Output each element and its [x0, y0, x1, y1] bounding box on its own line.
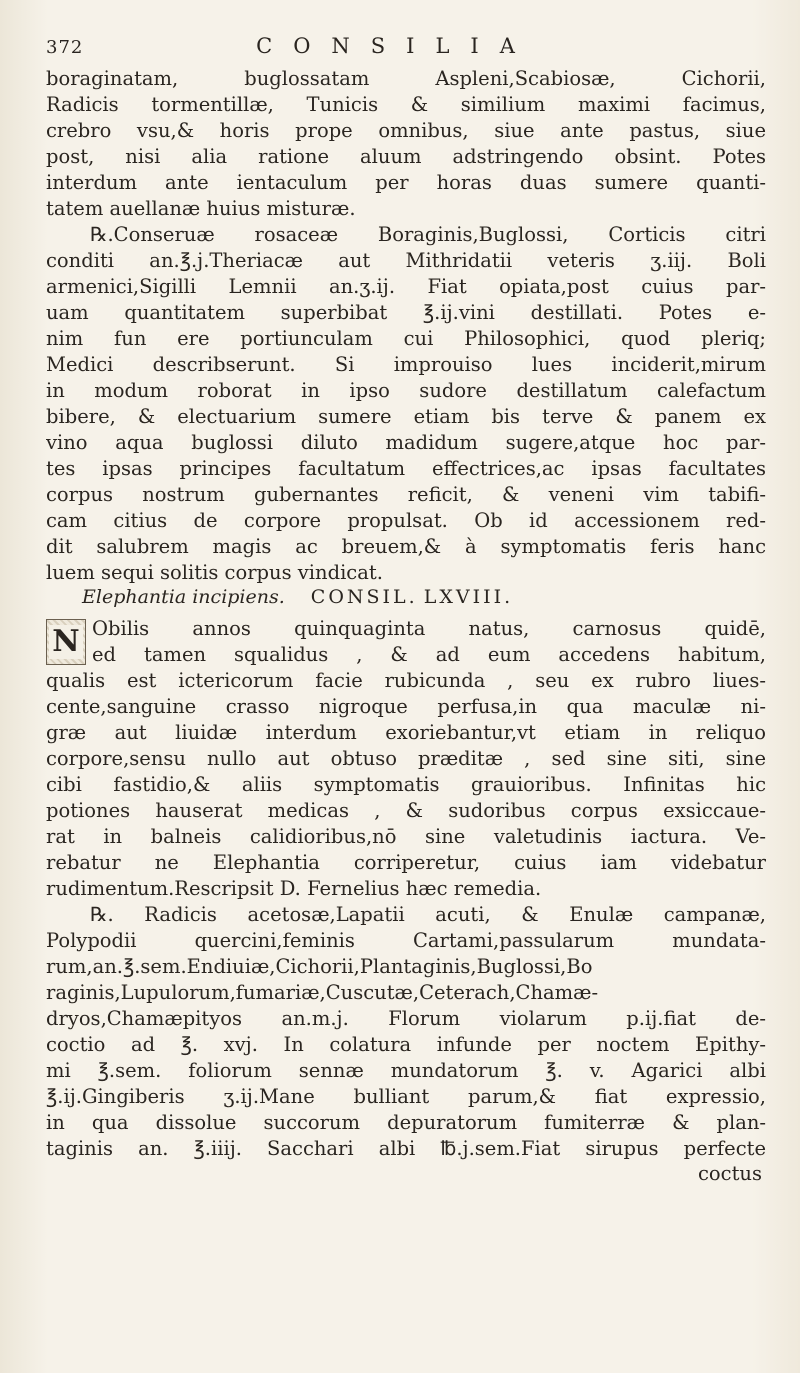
text-line: nim fun ere portiunculam cui Philosophici, quod pleriq;	[46, 327, 766, 350]
text-line: ed tamen squalidus , & ad eum accedens habitum,	[92, 643, 766, 666]
text-line: interdum ante ientaculum per horas duas sumere quanti-	[46, 171, 766, 194]
text-line: bibere, & electuarium sumere etiam bis terve & panem ex	[46, 405, 766, 428]
consilium-subject: Elephantia incipiens.	[82, 586, 285, 608]
text-line: cam citius de corpore propulsat. Ob id accessionem red-	[46, 509, 766, 532]
text-line: rat in balneis calidioribus,nō sine valetudinis iactura. Ve-	[46, 825, 766, 848]
running-head: CONSILIA	[256, 34, 536, 58]
text-line: tes ipsas principes facultatum effectrices,ac ipsas facultates	[46, 457, 766, 480]
text-line: rebatur ne Elephantia corriperetur, cuius iam videbatur	[46, 851, 766, 874]
text-line: rum,an.℥.sem.Endiuiæ,Cichorii,Plantaginis,Buglossi,Bo	[46, 955, 593, 978]
text-line: armenici,Sigilli Lemnii an.ʒ.ij. Fiat opiata,post cuius par-	[46, 275, 766, 298]
ornamental-initial	[46, 619, 86, 665]
text-line: corpore,sensu nullo aut obtuso præditæ , sed sine siti, sine	[46, 747, 766, 770]
initial-letter: N	[49, 625, 82, 659]
text-line: potiones hauserat medicas , & sudoribus corpus exsiccaue-	[46, 799, 766, 822]
text-line: græ aut liuidæ interdum exoriebantur,vt etiam in reliquo	[46, 721, 766, 744]
text-line: mi ℥.sem. foliorum sennæ mundatorum ℥. v. Agarici albi	[46, 1059, 766, 1082]
text-line: ℞.Conseruæ rosaceæ Boraginis,Buglossi, Corticis citri	[90, 223, 766, 246]
text-line: Radicis tormentillæ, Tunicis & similium maximi facimus,	[46, 93, 766, 116]
text-line: post, nisi alia ratione aluum adstringendo obsint. Potes	[46, 145, 766, 168]
text-line: dit salubrem magis ac breuem,& à symptomatis feris hanc	[46, 535, 766, 558]
text-line: vino aqua buglossi diluto madidum sugere,atque hoc par-	[46, 431, 766, 454]
catchword: coctus	[698, 1162, 762, 1185]
text-line: dryos,Chamæpityos an.m.j. Florum violarum p.ij.fiat de-	[46, 1007, 766, 1030]
text-line: crebro vsu,& horis prope omnibus, siue ante pastus, siue	[46, 119, 766, 142]
text-line: rudimentum.Rescripsit D. Fernelius hæc remedia.	[46, 877, 542, 900]
page-number: 372	[46, 37, 84, 58]
consilium-number: LXVIII.	[423, 586, 514, 608]
text-line: coctio ad ℥. xvj. In colatura infunde per noctem Epithy-	[46, 1033, 766, 1056]
text-line: Polypodii quercini,feminis Cartami,passularum mundata-	[46, 929, 766, 952]
text-line: luem sequi solitis corpus vindicat.	[46, 561, 383, 584]
text-line: qualis est ictericorum facie rubicunda , seu ex rubro liues-	[46, 669, 766, 692]
text-line: corpus nostrum gubernantes reficit, & veneni vim tabifi-	[46, 483, 766, 506]
text-line: boraginatam, buglossatam Aspleni,Scabiosæ, Cichorii,	[46, 67, 766, 90]
text-line: conditi an.℥.j.Theriacæ aut Mithridatii veteris ʒ.iij. Boli	[46, 249, 766, 272]
text-line: cibi fastidio,& aliis symptomatis grauioribus. Infinitas hic	[46, 773, 766, 796]
page-header	[46, 34, 766, 64]
text-line: Medici describserunt. Si improuiso lues inciderit,mirum	[46, 353, 766, 376]
text-line: taginis an. ℥.iiij. Sacchari albi ℔.j.sem.Fiat sirupus perfecte	[46, 1137, 766, 1160]
consilium-label: CONSIL.	[310, 586, 418, 608]
text-line: in modum roborat in ipso sudore destillatum calefactum	[46, 379, 766, 402]
text-line: ℥.ij.Gingiberis ʒ.ij.Mane bulliant parum,& fiat expressio,	[46, 1085, 766, 1108]
text-line: cente,sanguine crasso nigroque perfusa,in qua maculæ ni-	[46, 695, 766, 718]
text-line: tatem auellanæ huius misturæ.	[46, 197, 356, 220]
text-line: uam quantitatem superbibat ℥.ij.vini destillati. Potes e-	[46, 301, 766, 324]
consilium-heading	[46, 586, 766, 616]
text-line: raginis,Lupulorum,fumariæ,Cuscutæ,Ceterach,Chamæ-	[46, 981, 599, 1004]
body-text	[46, 66, 766, 1185]
text-line: ℞. Radicis acetosæ,Lapatii acuti, & Enulæ campanæ,	[90, 903, 766, 926]
dropcap-paragraph	[46, 616, 766, 668]
text-line: Obilis annos quinquaginta natus, carnosus quidē,	[92, 617, 766, 640]
text-line: in qua dissolue succorum depuratorum fumiterræ & plan-	[46, 1111, 766, 1134]
